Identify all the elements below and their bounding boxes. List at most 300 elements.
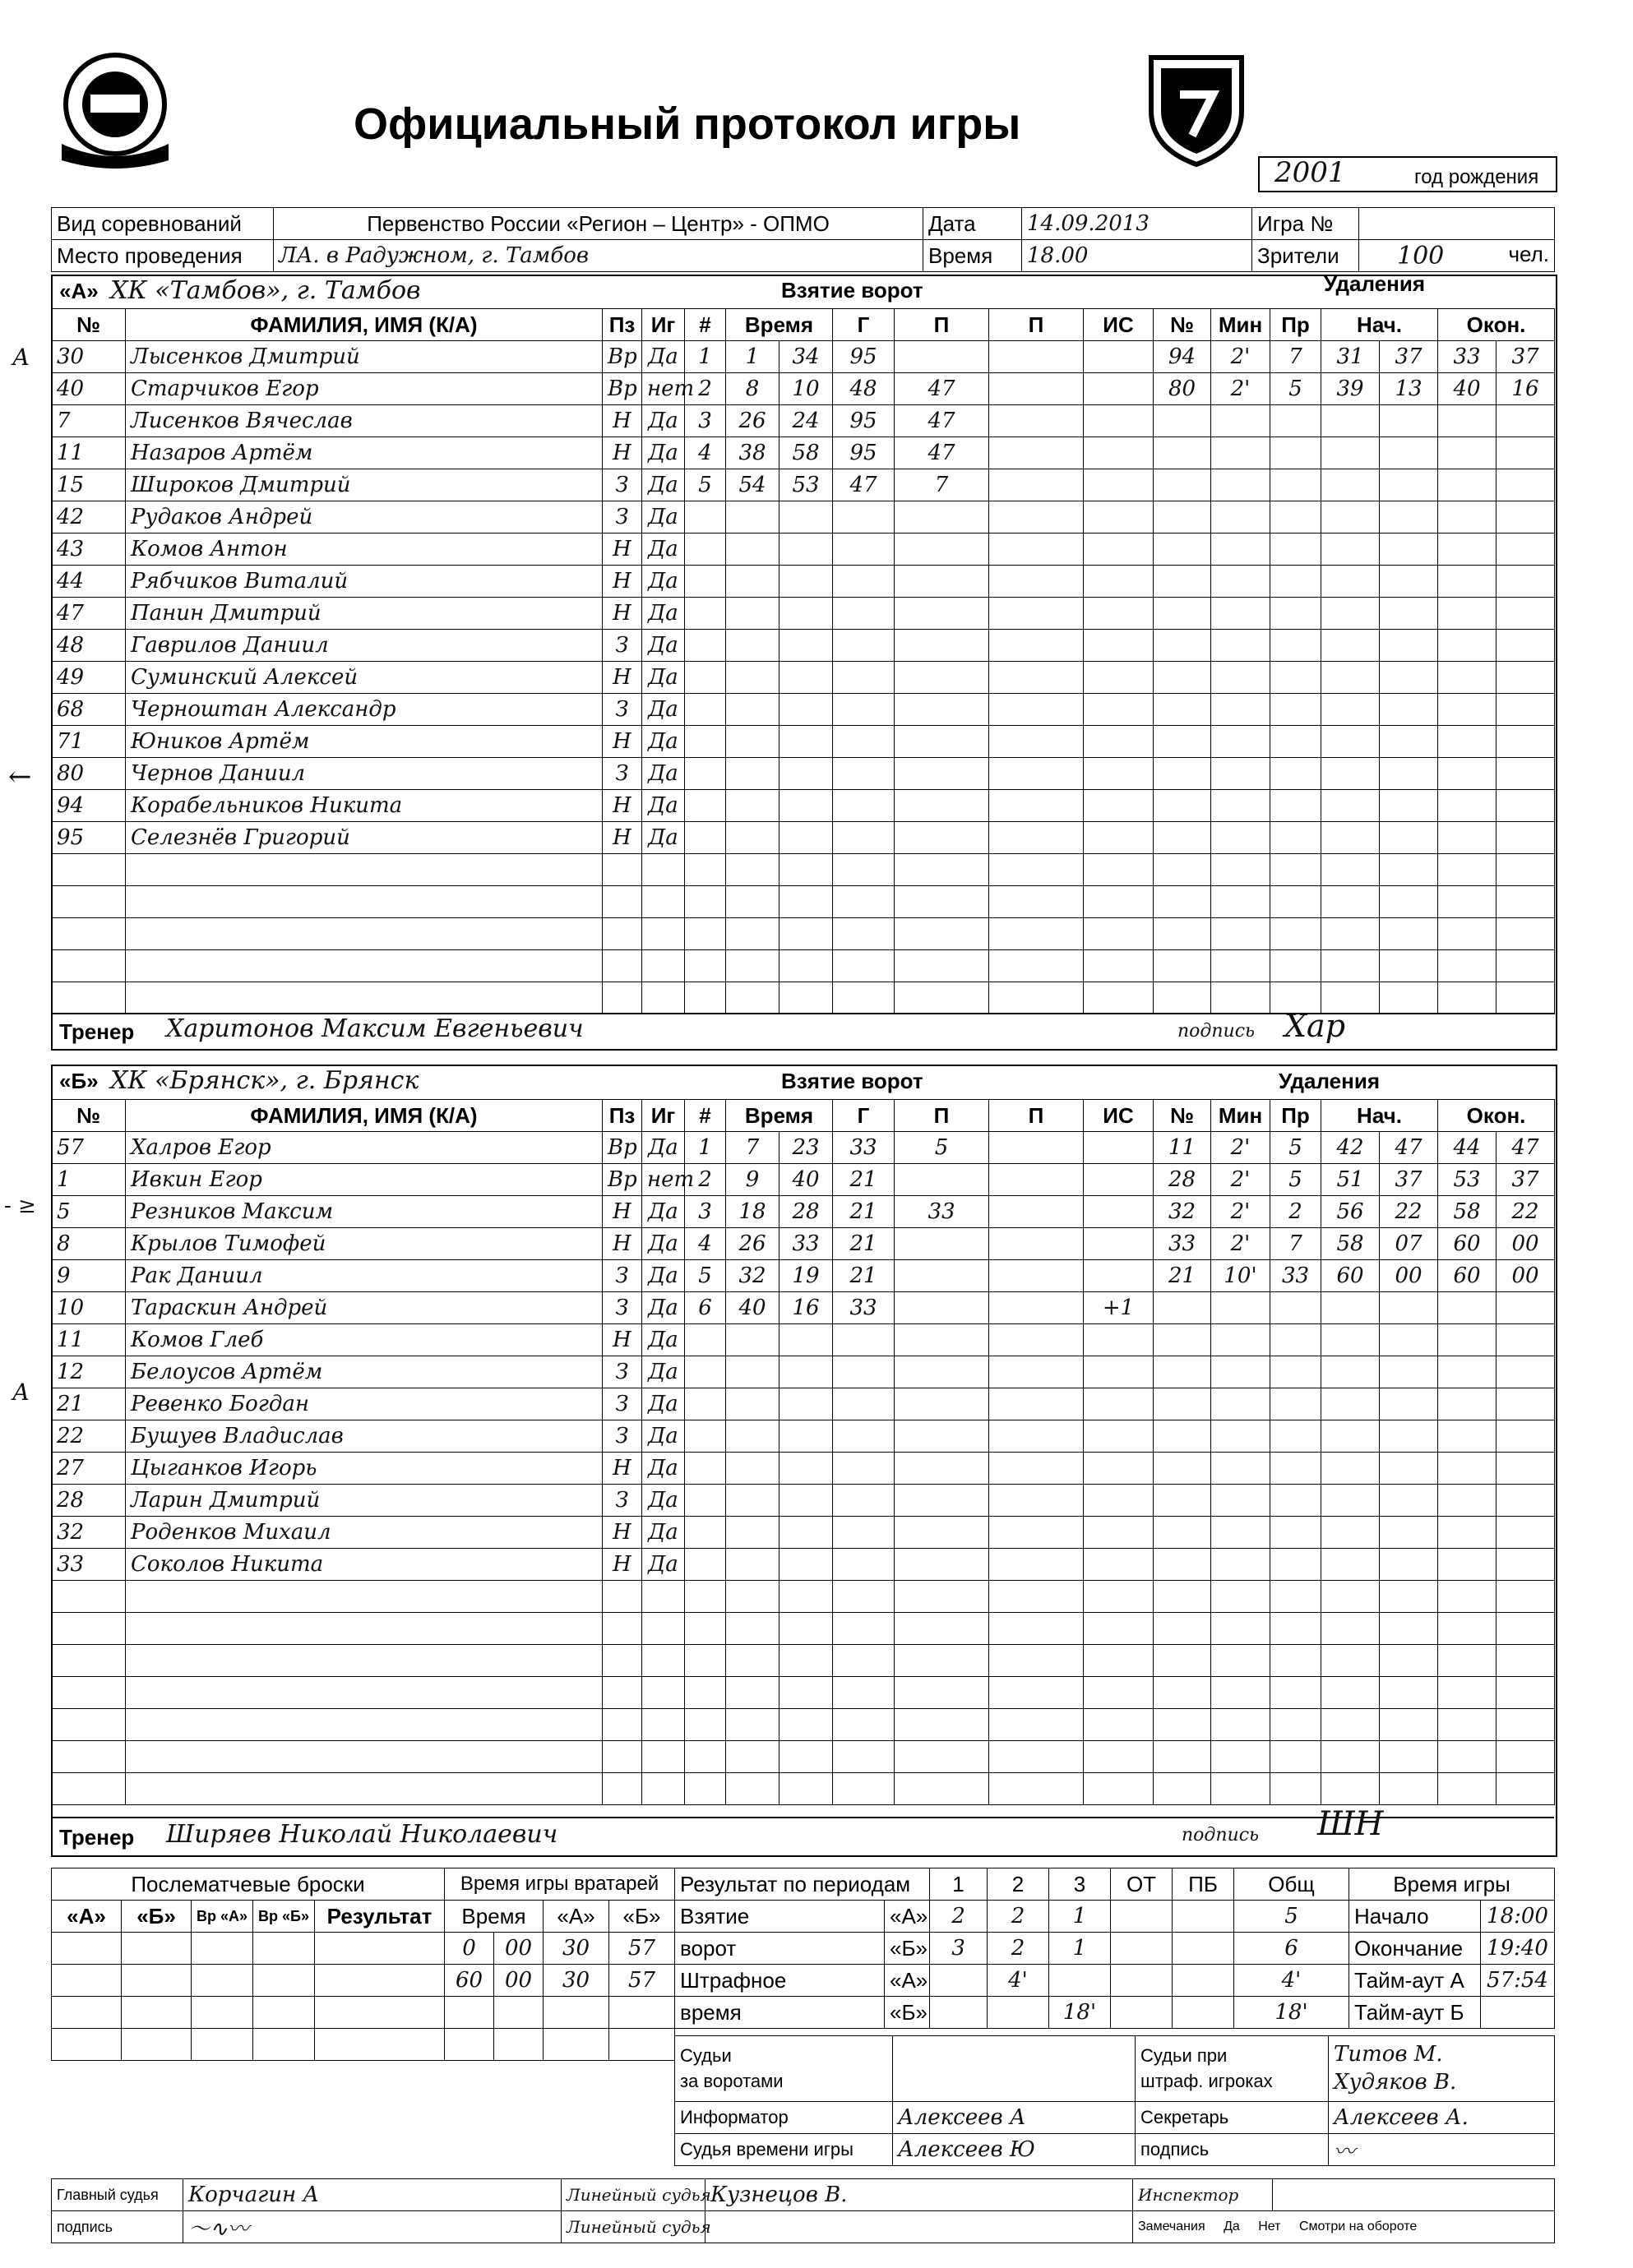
goal-minute [726,950,779,982]
end-label: Окончание [1349,1933,1481,1965]
empty-cell [642,1773,685,1805]
player-played: Да [642,1517,685,1549]
goal-row [685,598,1154,630]
goal-number: 3 [685,405,726,437]
col-name-label: ФАМИЛИЯ, ИМЯ [250,312,423,337]
goal-row [685,886,1154,918]
goal-row [685,918,1154,950]
player-number: 95 [52,822,126,854]
penalty-judges-value [1329,2036,1555,2102]
officials-signature: 〰 [1329,2134,1555,2166]
col-situation: ИС [1084,1100,1154,1132]
penalty-end-sec [1497,1741,1555,1773]
penalty-end-min [1438,534,1497,566]
penalty-end-sec [1497,1485,1555,1517]
goal-assist-1 [895,662,989,694]
goal-scorer: 21 [833,1228,895,1260]
goal-assist-1: 47 [895,373,989,405]
penalty-player: 33 [1154,1228,1211,1260]
goal-assist-2 [989,1388,1084,1420]
linesman-1-label: Линейный судья [562,2179,705,2211]
col-goal-scorer: Г [833,1100,895,1132]
goal-scorer [833,566,895,598]
penalty-minutes [1211,1549,1270,1581]
penalty-minutes [1211,726,1270,758]
goal-second [779,726,833,758]
team-a-coach-row [51,1008,1554,1047]
goals-row-b [675,1933,1349,1965]
penalty-end-min: 40 [1438,373,1497,405]
player-name: Юников Артём [126,726,603,758]
penalty-start-sec [1380,1677,1438,1709]
penalty-start-sec [1380,1517,1438,1549]
penalty-end-sec [1497,469,1555,501]
team-b-penalties-title: Удаления [1279,1069,1380,1093]
penalty-reason [1270,854,1321,886]
goal-row [685,950,1154,982]
penalty-end-sec [1497,1356,1555,1388]
penalty-start-sec [1380,726,1438,758]
player-name: Панин Дмитрий [126,598,603,630]
player-name: Лисенков Вячеслав [126,405,603,437]
player-position: Н [603,726,642,758]
goal-assist-1 [895,1485,989,1517]
player-row [52,1132,685,1164]
goal-number [685,1709,726,1741]
player-number: 21 [52,1388,126,1420]
col-goal-time: Время [726,309,833,341]
penalty-end-min: 53 [1438,1164,1497,1196]
team-tag-b: «Б» [885,1997,930,2029]
empty-cell [52,1709,126,1741]
penalty-reason [1270,630,1321,662]
shootout-table [51,1868,445,2061]
goal-number [685,1773,726,1805]
goal-minute [726,1356,779,1388]
goal-row [685,1709,1154,1741]
penalty-player [1154,822,1211,854]
goal-assist-2 [989,405,1084,437]
penalty-end-sec [1497,1517,1555,1549]
penalty-end-sec [1497,598,1555,630]
period-1-header: 1 [930,1868,988,1901]
inspector-label: Инспектор [1133,2179,1273,2211]
player-position: З [603,501,642,534]
penalty-end-min [1438,1356,1497,1388]
penalty-start-sec [1380,886,1438,918]
penalty-reason [1270,1645,1321,1677]
player-played: Да [642,566,685,598]
goal-scorer: 21 [833,1196,895,1228]
penalty-minutes: 2' [1211,1164,1270,1196]
player-row [52,598,685,630]
goal-second [779,566,833,598]
penalty-end-sec: 37 [1497,341,1555,373]
penalty-row [1154,822,1555,854]
penalty-start-sec [1380,822,1438,854]
goal-assist-1 [895,1613,989,1645]
goal-second [779,662,833,694]
goal-assist-1 [895,1773,989,1805]
penalty-start-sec [1380,469,1438,501]
penalty-end-sec [1497,1773,1555,1805]
penalty-player: 94 [1154,341,1211,373]
goal-assist-2 [989,1324,1084,1356]
penalty-minutes [1211,758,1270,790]
goal-minute [726,694,779,726]
goal-minute [726,1388,779,1420]
goal-scorer [833,886,895,918]
penalty-start-sec [1380,790,1438,822]
player-number: 5 [52,1196,126,1228]
penalty-start-min [1321,1388,1380,1420]
period-3-header: 3 [1049,1868,1111,1901]
goal-second [779,1677,833,1709]
penalty-row [1154,1292,1555,1324]
penalty-start-sec [1380,662,1438,694]
goal-minute: 26 [726,405,779,437]
goal-scorer [833,1420,895,1453]
penalty-start-sec [1380,1388,1438,1420]
player-played: Да [642,1549,685,1581]
goal-situation [1084,437,1154,469]
goals-b-col-4 [1111,1933,1173,1965]
goal-scorer [833,1485,895,1517]
penalty-row [1154,950,1555,982]
empty-cell [642,1677,685,1709]
col-pen-reason: Пр [1270,1100,1321,1132]
goal-assist-2 [989,630,1084,662]
penalty-end-min [1438,694,1497,726]
penalty-row [1154,469,1555,501]
penalty-player [1154,1356,1211,1388]
goal-row [685,341,1154,373]
player-position: Н [603,1324,642,1356]
penalty-row [1154,1709,1555,1741]
penalty-reason [1270,437,1321,469]
player-row [52,373,685,405]
goal-scorer [833,1677,895,1709]
player-name: Старчиков Егор [126,373,603,405]
goals-a-col-6: 5 [1234,1901,1349,1933]
pim-a-col-5 [1173,1965,1234,1997]
goal-assist-1 [895,950,989,982]
goal-number: 2 [685,373,726,405]
goal-second [779,1709,833,1741]
goal-situation [1084,1517,1154,1549]
player-row [52,1164,685,1196]
goal-second: 16 [779,1292,833,1324]
penalty-start-sec [1380,758,1438,790]
goal-second [779,694,833,726]
penalty-start-sec [1380,501,1438,534]
period-total-header: Общ [1234,1868,1349,1901]
penalty-start-min [1321,1485,1380,1517]
pim-a-col-6: 4' [1234,1965,1349,1997]
penalty-row [1154,918,1555,950]
goal-number [685,662,726,694]
player-played: Да [642,1453,685,1485]
player-played: Да [642,694,685,726]
player-number: 44 [52,566,126,598]
penalty-reason: 7 [1270,1228,1321,1260]
goal-assist-2 [989,1709,1084,1741]
goal-scorer [833,1517,895,1549]
player-position: З [603,469,642,501]
penalty-start-min [1321,854,1380,886]
player-name: Комов Антон [126,534,603,566]
goal-second [779,982,833,1014]
spectators-value: 100 [1397,241,1445,270]
goal-scorer [833,982,895,1014]
penalty-row [1154,598,1555,630]
penalty-row [1154,1228,1555,1260]
goal-assist-2 [989,1132,1084,1164]
goal-number [685,1453,726,1485]
gk-row1-tm: 0 [445,1933,494,1965]
remarks-cell [1133,2211,1555,2243]
goal-minute [726,1517,779,1549]
penalty-end-min [1438,1677,1497,1709]
gk-row2-b: 57 [609,1965,675,1997]
goal-second [779,630,833,662]
goal-row [685,1132,1154,1164]
goal-second: 33 [779,1228,833,1260]
penalty-minutes [1211,694,1270,726]
empty-cell [642,1645,685,1677]
penalty-end-min [1438,405,1497,437]
penalty-minutes [1211,854,1270,886]
goal-situation [1084,1453,1154,1485]
penalty-end-sec [1497,822,1555,854]
empty-cell [603,1741,642,1773]
player-played: Да [642,1324,685,1356]
penalty-reason [1270,469,1321,501]
penalty-player [1154,534,1211,566]
start-label: Начало [1349,1901,1481,1933]
goal-number [685,694,726,726]
goal-second [779,1613,833,1645]
goal-scorer [833,1356,895,1388]
team-a-arrow-mark: ← [8,760,32,793]
goal-situation [1084,758,1154,790]
penalty-player [1154,405,1211,437]
goal-second: 53 [779,469,833,501]
goal-row [685,501,1154,534]
empty-cell [642,1741,685,1773]
goal-number [685,566,726,598]
goal-row [685,1485,1154,1517]
goal-number [685,1324,726,1356]
goal-situation [1084,469,1154,501]
goal-assist-2 [989,534,1084,566]
col-assist-2: П [989,309,1084,341]
goal-number [685,950,726,982]
col-goal-no: # [685,1100,726,1132]
player-number: 7 [52,405,126,437]
penalty-row [1154,790,1555,822]
penalty-player [1154,1741,1211,1773]
penalty-reason [1270,694,1321,726]
penalty-end-sec: 37 [1497,1164,1555,1196]
player-number: 43 [52,534,126,566]
goal-situation [1084,405,1154,437]
penalty-end-min [1438,1292,1497,1324]
goal-scorer [833,694,895,726]
goal-number [685,1517,726,1549]
col-goal-no: # [685,309,726,341]
player-row [52,1645,685,1677]
team-a-penalties-table [1153,308,1555,1014]
penalty-end-sec [1497,1292,1555,1324]
penalty-reason: 5 [1270,373,1321,405]
player-row [52,341,685,373]
penalty-start-sec: 47 [1380,1132,1438,1164]
penalty-row [1154,1164,1555,1196]
goal-second [779,1388,833,1420]
so-col-result: Результат [315,1901,445,1933]
team-b-captain-mark: А [12,1379,30,1406]
penalty-end-sec [1497,1453,1555,1485]
penalty-minutes [1211,469,1270,501]
goal-minute: 7 [726,1132,779,1164]
player-name: Соколов Никита [126,1549,603,1581]
penalty-start-min [1321,1517,1380,1549]
player-played: Да [642,822,685,854]
player-row [52,1420,685,1453]
goal-scorer: 21 [833,1164,895,1196]
penalty-reason [1270,534,1321,566]
player-name: Рябчиков Виталий [126,566,603,598]
goal-situation [1084,790,1154,822]
penalty-row [1154,1549,1555,1581]
penalty-player: 80 [1154,373,1211,405]
player-row [52,437,685,469]
penalty-reason [1270,662,1321,694]
penalty-player [1154,694,1211,726]
goal-assist-1 [895,501,989,534]
penalty-start-min [1321,822,1380,854]
player-name: Комов Глеб [126,1324,603,1356]
goal-number [685,1356,726,1388]
player-number: 68 [52,694,126,726]
penalty-minutes [1211,1581,1270,1613]
secretary-value: Алексеев А. [1329,2102,1555,2134]
goal-number [685,1581,726,1613]
goal-number: 1 [685,1132,726,1164]
period-ot-header: ОТ [1111,1868,1173,1901]
player-played: Да [642,341,685,373]
goal-scorer [833,950,895,982]
team-a-coach-name: Харитонов Максим Евгеньевич [166,1014,584,1043]
empty-cell [603,1709,642,1741]
penalty-row [1154,630,1555,662]
goal-assist-1 [895,1260,989,1292]
venue-value: ЛА. в Радужном, г. Тамбов [274,240,923,272]
player-row [52,950,685,982]
col-pen-min: Мин [1211,1100,1270,1132]
goal-assist-1 [895,630,989,662]
goal-scorer [833,662,895,694]
penalty-reason [1270,950,1321,982]
player-played: Да [642,758,685,790]
empty-cell [52,918,126,950]
goal-number [685,1420,726,1453]
goal-scorer [833,1741,895,1773]
penalty-reason [1270,918,1321,950]
penalty-end-sec [1497,662,1555,694]
goal-number: 1 [685,341,726,373]
empty-cell [603,982,642,1014]
competition-value: Первенство России «Регион – Центр» - ОПМО [274,208,923,240]
penalty-end-sec [1497,534,1555,566]
goal-situation [1084,1773,1154,1805]
empty-cell [603,854,642,886]
player-row [52,1549,685,1581]
player-row [52,662,685,694]
empty-cell [52,982,126,1014]
penalty-end-sec [1497,1645,1555,1677]
goal-second [779,758,833,790]
player-row [52,534,685,566]
penalty-row [1154,726,1555,758]
goal-number [685,1549,726,1581]
officials-signature-label: подпись [1136,2134,1329,2166]
player-position: Н [603,534,642,566]
team-a-name: ХК «Тамбов», г. Тамбов [110,276,421,305]
penalty-start-min [1321,534,1380,566]
goal-assist-2 [989,1292,1084,1324]
penalty-end-sec [1497,1420,1555,1453]
team-a-header [59,276,421,305]
goal-number [685,822,726,854]
penalty-reason: 5 [1270,1132,1321,1164]
player-row [52,1677,685,1709]
empty-cell [52,1613,126,1645]
player-number: 57 [52,1132,126,1164]
goal-assist-1 [895,982,989,1014]
pim-a-col-4 [1111,1965,1173,1997]
player-played: Да [642,662,685,694]
goal-assist-1 [895,918,989,950]
team-a-penalties-title: Удаления [1324,271,1425,296]
goal-number [685,1741,726,1773]
penalty-end-min [1438,437,1497,469]
penalty-start-sec [1380,694,1438,726]
head-ref-label: Главный судья [52,2179,183,2211]
penalty-end-sec [1497,790,1555,822]
spectators-label: Зрители [1252,240,1359,272]
pim-b-col-2 [988,1997,1049,2029]
goal-row [685,630,1154,662]
referees-table [51,2178,1555,2243]
pim-row-a [675,1965,1349,1997]
penalty-start-min [1321,758,1380,790]
goal-row [685,982,1154,1014]
goal-assist-2 [989,1420,1084,1453]
player-row [52,886,685,918]
goal-assist-1: 47 [895,437,989,469]
col-pen-no: № [1154,1100,1211,1132]
penalty-reason [1270,1581,1321,1613]
remarks-yes: Да [1224,2219,1240,2233]
goal-minute: 26 [726,1228,779,1260]
goal-situation [1084,1613,1154,1645]
goal-number [685,886,726,918]
penalty-reason [1270,405,1321,437]
goal-assist-2 [989,341,1084,373]
penalty-reason [1270,1613,1321,1645]
